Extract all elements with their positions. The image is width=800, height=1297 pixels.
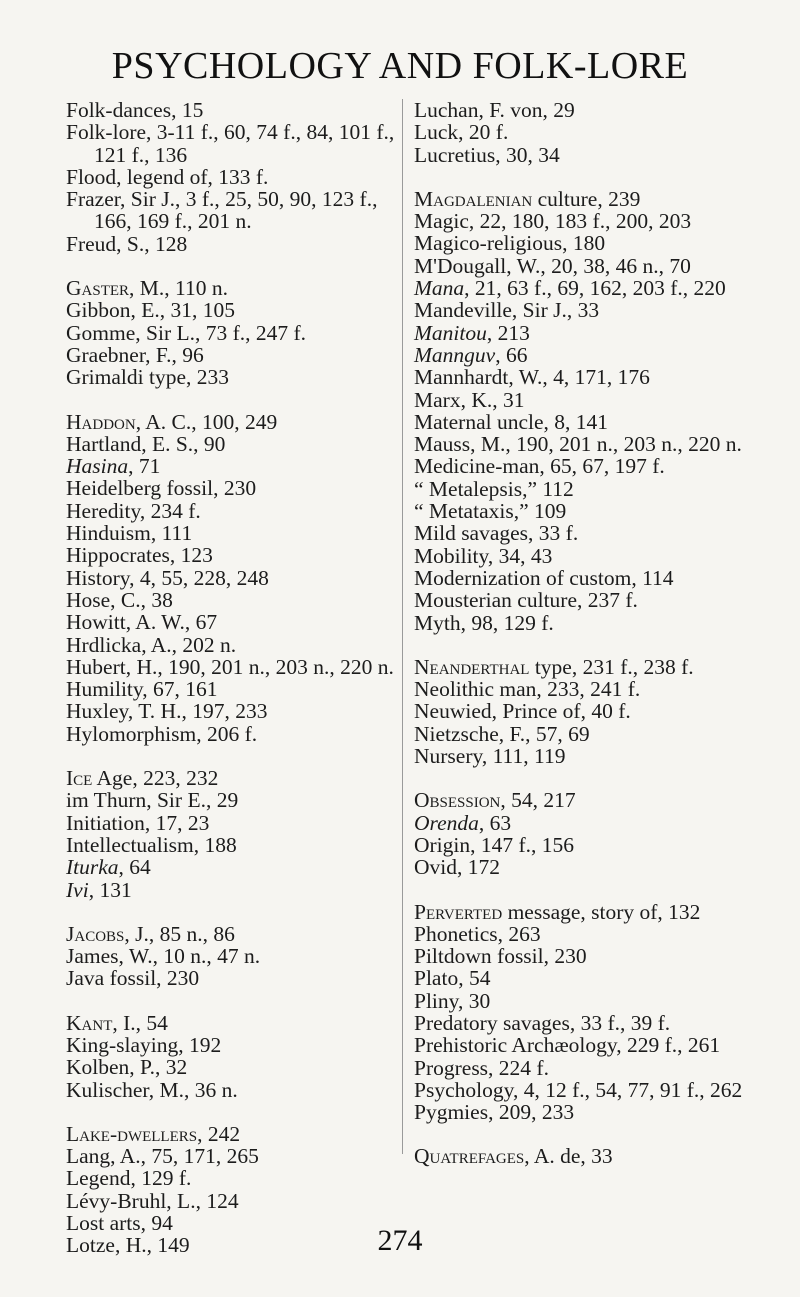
index-entry: Kolben, P., 32 bbox=[66, 1055, 188, 1080]
index-entry: Haddon, A. C., 100, 249 bbox=[66, 409, 278, 434]
index-entry: Luck, 20 f. bbox=[414, 120, 509, 145]
index-entry: Hinduism, 111 bbox=[66, 521, 193, 546]
index-entry: Myth, 98, 129 f. bbox=[414, 610, 554, 635]
index-entry: Neolithic man, 233, 241 f. bbox=[414, 677, 641, 702]
section-gap bbox=[66, 990, 396, 1012]
index-entry: Java fossil, 230 bbox=[66, 966, 200, 991]
index-entry: Ice Age, 223, 232 bbox=[66, 766, 219, 791]
index-entry: Hrdlicka, A., 202 n. bbox=[66, 632, 237, 657]
index-entry: Mild savages, 33 f. bbox=[414, 521, 579, 546]
index-entry: Flood, legend of, 133 f. bbox=[66, 164, 269, 189]
index-entry: Pygmies, 209, 233 bbox=[414, 1100, 575, 1125]
section-gap bbox=[414, 879, 794, 901]
index-entry: Freud, S., 128 bbox=[66, 231, 188, 256]
index-entry: Nietzsche, F., 57, 69 bbox=[414, 721, 590, 746]
index-entry: “ Metataxis,” 109 bbox=[414, 499, 567, 524]
index-entry: Jacobs, J., 85 n., 86 bbox=[66, 921, 235, 946]
section-gap bbox=[414, 634, 794, 656]
index-column-right bbox=[414, 99, 794, 1168]
index-entry: Neanderthal type, 231 f., 238 f. bbox=[414, 654, 694, 679]
index-entry: Iturka, 64 bbox=[66, 855, 151, 880]
index-entry: Frazer, Sir J., 3 f., 25, 50, 90, 123 f., 166, 169 f., 201 n. bbox=[66, 187, 378, 234]
index-entry: Orenda, 63 bbox=[414, 810, 512, 835]
index-entry: Intellectualism, 188 bbox=[66, 832, 237, 857]
running-head: PSYCHOLOGY AND FOLK-LORE bbox=[111, 45, 689, 87]
index-entry: Lake-dwellers, 242 bbox=[66, 1121, 241, 1146]
index-entry: Marx, K., 31 bbox=[414, 387, 525, 412]
index-entry: Mannhardt, W., 4, 171, 176 bbox=[414, 365, 650, 390]
index-entry: Phonetics, 263 bbox=[414, 921, 541, 946]
index-entry: Ivi, 131 bbox=[66, 877, 132, 902]
index-entry: Heredity, 234 f. bbox=[66, 498, 201, 523]
index-entry: Modernization of custom, 114 bbox=[414, 565, 674, 590]
index-entry: Nursery, 111, 119 bbox=[414, 744, 566, 769]
page-number: 274 bbox=[377, 1224, 423, 1257]
index-entry: Hasina, 71 bbox=[66, 454, 161, 479]
index-entry: Kant, I., 54 bbox=[66, 1010, 168, 1035]
index-entry: Prehistoric Archæology, 229 f., 261 bbox=[414, 1033, 721, 1058]
index-entry: Hubert, H., 190, 201 n., 203 n., 220 n. bbox=[66, 654, 394, 679]
section-gap bbox=[66, 255, 396, 277]
index-entry: Mobility, 34, 43 bbox=[414, 543, 553, 568]
index-entry: Origin, 147 f., 156 bbox=[414, 832, 575, 857]
index-entry: Progress, 224 f. bbox=[414, 1055, 549, 1080]
index-entry: Grimaldi type, 233 bbox=[66, 365, 230, 390]
index-entry: Lotze, H., 149 bbox=[66, 1233, 190, 1258]
index-entry: Mauss, M., 190, 201 n., 203 n., 220 n. bbox=[414, 432, 742, 457]
index-entry: Ovid, 172 bbox=[414, 855, 500, 880]
index-entry: Gaster, M., 110 n. bbox=[66, 276, 228, 301]
index-entry: King-slaying, 192 bbox=[66, 1032, 222, 1057]
section-gap bbox=[414, 767, 794, 789]
index-entry: Perverted message, story of, 132 bbox=[414, 899, 701, 924]
index-entry: Medicine-man, 65, 67, 197 f. bbox=[414, 454, 665, 479]
index-entry: Heidelberg fossil, 230 bbox=[66, 476, 257, 501]
index-entry: Mandeville, Sir J., 33 bbox=[414, 298, 600, 323]
index-entry: Mousterian culture, 237 f. bbox=[414, 588, 638, 613]
index-entry: Mana, 21, 63 f., 69, 162, 203 f., 220 bbox=[414, 276, 726, 301]
index-entry: Howitt, A. W., 67 bbox=[66, 610, 218, 635]
index-entry: Hippocrates, 123 bbox=[66, 543, 213, 568]
index-entry: Maternal uncle, 8, 141 bbox=[414, 409, 609, 434]
index-entry: Gibbon, E., 31, 105 bbox=[66, 298, 236, 323]
section-gap bbox=[66, 745, 396, 767]
index-entry: Obsession, 54, 217 bbox=[414, 788, 576, 813]
index-entry: Lévy-Bruhl, L., 124 bbox=[66, 1188, 239, 1213]
index-entry: Mannguv, 66 bbox=[414, 342, 528, 367]
index-entry: Neuwied, Prince of, 40 f. bbox=[414, 699, 631, 724]
section-gap bbox=[66, 389, 396, 411]
section-gap bbox=[66, 1101, 396, 1123]
section-gap bbox=[414, 166, 794, 188]
index-entry: History, 4, 55, 228, 248 bbox=[66, 565, 269, 590]
index-entry: Pliny, 30 bbox=[414, 988, 491, 1013]
index-entry: Hose, C., 38 bbox=[66, 587, 173, 612]
index-entry: Piltdown fossil, 230 bbox=[414, 944, 587, 969]
index-entry: Graebner, F., 96 bbox=[66, 342, 204, 367]
index-entry: James, W., 10 n., 47 n. bbox=[66, 944, 261, 969]
index-entry: Lang, A., 75, 171, 265 bbox=[66, 1144, 259, 1169]
section-gap bbox=[66, 901, 396, 923]
index-entry: Magic, 22, 180, 183 f., 200, 203 bbox=[414, 209, 692, 234]
index-entry: Magico-religious, 180 bbox=[414, 231, 606, 256]
index-entry: Huxley, T. H., 197, 233 bbox=[66, 699, 268, 724]
index-entry: Predatory savages, 33 f., 39 f. bbox=[414, 1010, 671, 1035]
index-entry: Hartland, E. S., 90 bbox=[66, 431, 226, 456]
index-entry: Magdalenian culture, 239 bbox=[414, 186, 641, 211]
index-entry: Initiation, 17, 23 bbox=[66, 810, 210, 835]
index-entry: Lucretius, 30, 34 bbox=[414, 142, 560, 167]
index-entry: Lost arts, 94 bbox=[66, 1211, 173, 1236]
index-entry: Gomme, Sir L., 73 f., 247 f. bbox=[66, 320, 307, 345]
index-entry: “ Metalepsis,” 112 bbox=[414, 476, 574, 501]
section-gap bbox=[414, 1123, 794, 1145]
index-entry: Luchan, F. von, 29 bbox=[414, 98, 575, 122]
index-entry: Quatrefages, A. de, 33 bbox=[414, 1144, 613, 1169]
index-entry: Humility, 67, 161 bbox=[66, 677, 218, 702]
index-entry: Manitou, 213 bbox=[414, 320, 530, 345]
index-entry: Hylomorphism, 206 f. bbox=[66, 721, 258, 746]
index-entry: Kulischer, M., 36 n. bbox=[66, 1077, 238, 1102]
index-entry: Plato, 54 bbox=[414, 966, 491, 991]
index-entry: Folk-dances, 15 bbox=[66, 98, 204, 122]
index-column-left bbox=[66, 99, 396, 1257]
column-divider bbox=[402, 99, 403, 1154]
index-entry: Legend, 129 f. bbox=[66, 1166, 192, 1191]
index-entry: im Thurn, Sir E., 29 bbox=[66, 788, 239, 813]
index-entry: Psychology, 4, 12 f., 54, 77, 91 f., 262 bbox=[414, 1077, 743, 1102]
index-entry: M'Dougall, W., 20, 38, 46 n., 70 bbox=[414, 253, 691, 278]
index-entry: Folk-lore, 3-11 f., 60, 74 f., 84, 101 f., 121 f., 136 bbox=[66, 120, 395, 167]
